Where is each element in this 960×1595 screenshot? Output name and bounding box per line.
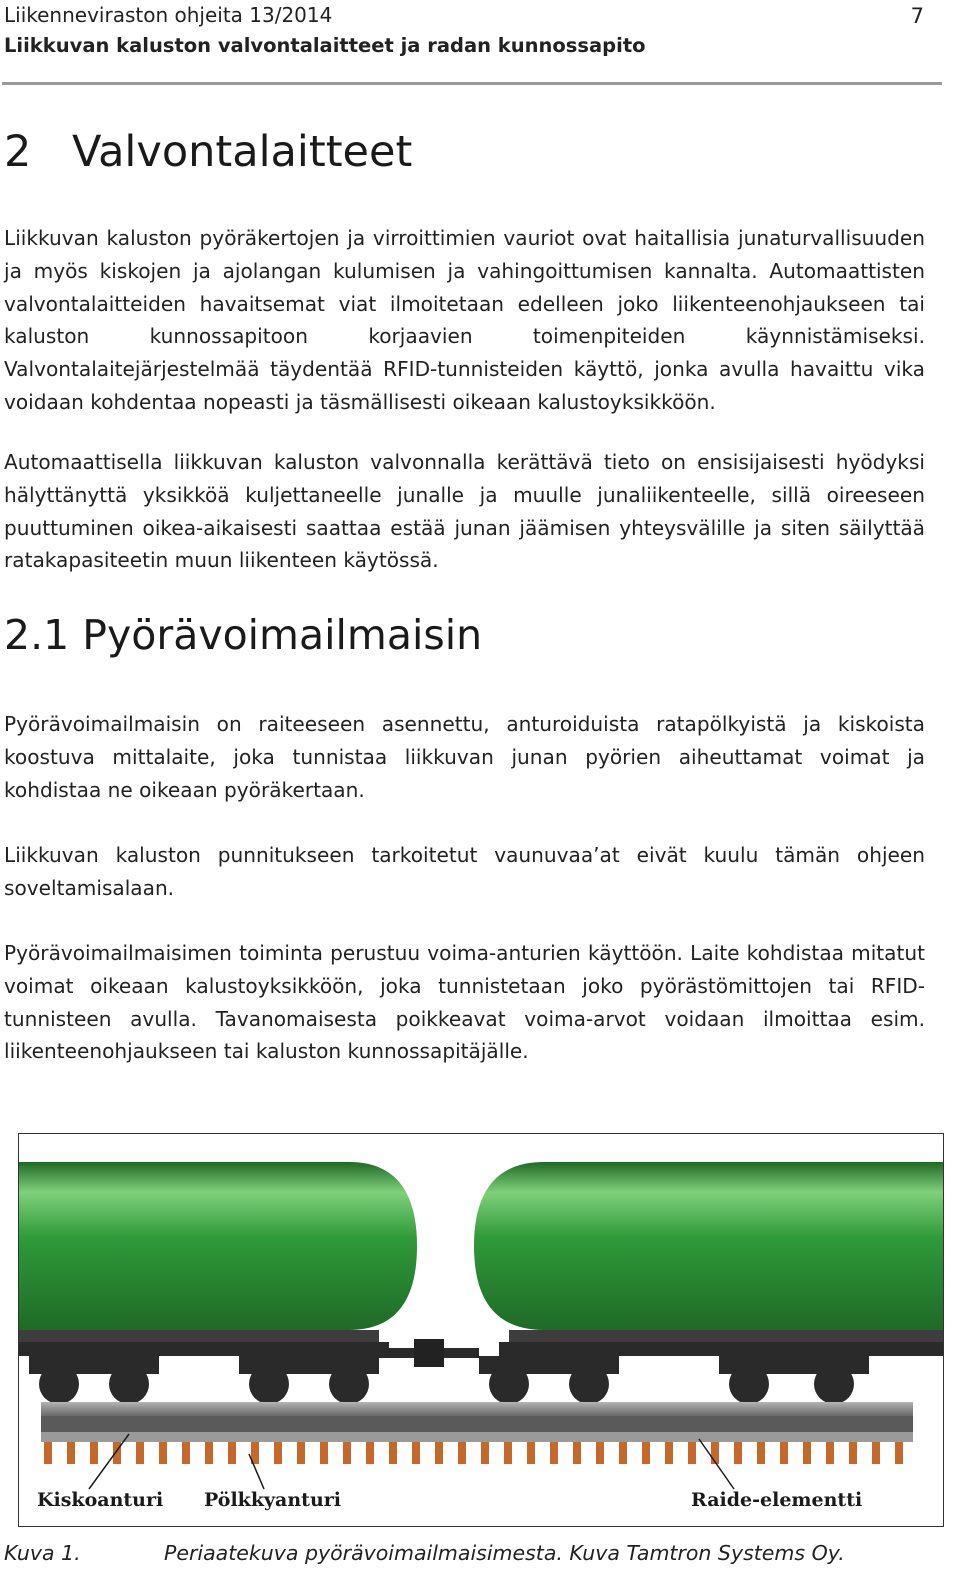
- page-number: 7: [910, 4, 924, 28]
- subsection-heading: [4, 608, 482, 662]
- sub-paragraph-2: Liikkuvan kaluston punnitukseen tarkoitetut vaunuvaa’at eivät kuulu tämän ohjeen soveltamisalaan.: [4, 843, 925, 900]
- intro-paragraph-2: Automaattisella liikkuvan kaluston valvonnalla kerättävä tieto on ensisijaisesti hyödyksi hälyttänyttä yksikköä kuljettaneelle junalle ja muulle junaliikenteelle, sillä oireeseen puuttuminen oikea-aikaisesti saattaa estää junan jäämisen yhteysvälille ja siten säilyttää ratakapasiteetin muun liikenteen käytössä.: [4, 450, 925, 573]
- left-bogie-2: [239, 1356, 379, 1404]
- subsection-number: 2.1: [4, 611, 70, 659]
- figure-illustration: [19, 1134, 943, 1526]
- right-tank-car: [474, 1162, 943, 1404]
- caption-text: Periaatekuva pyörävoimailmaisimesta. Kuva Tamtron Systems Oy.: [164, 1541, 845, 1565]
- right-bogie-2: [719, 1356, 869, 1404]
- caption-number: Kuva 1.: [4, 1541, 81, 1565]
- left-bogie-1: [29, 1356, 159, 1404]
- right-underframe: [509, 1330, 943, 1342]
- right-bogie-1: [479, 1356, 619, 1404]
- section-number: 2: [4, 127, 32, 177]
- sub-paragraph-1: Pyörävoimailmaisin on raiteeseen asennettu, anturoiduista ratapölkyistä ja kiskoista koostuva mittalaite, joka tunnistaa liikkuvan junan pyörien aiheuttamat voimat ja kohdistaa ne oikeaan pyöräkertaan.: [4, 712, 925, 802]
- label-rail-sensor: Kiskoanturi: [37, 1489, 164, 1511]
- publication-title: Liikenneviraston ohjeita 13/2014: [4, 3, 333, 27]
- sub-paragraph-3: Pyörävoimailmaisimen toiminta perustuu voima-anturien käyttöön. Laite kohdistaa mitatut voimat oikeaan kalustoyksikköön, joka tunnistetaan joko pyörästömittojen tai RFID-tunnisteen avulla. Tavanomaisesta poikkeavat voima-arvot voidaan ilmoittaa esim. liikenteenohjaukseen tai kaluston kunnossapitäjälle.: [4, 941, 925, 1064]
- sleepers: [44, 1442, 903, 1464]
- rail-bed: [41, 1416, 913, 1432]
- section-heading: [4, 124, 412, 180]
- rail-top: [41, 1402, 913, 1416]
- figure-wheel-force-detector: [18, 1133, 944, 1527]
- rail-bottom: [41, 1432, 913, 1442]
- header-divider: [2, 82, 942, 85]
- right-tank-body: [474, 1162, 943, 1330]
- label-sleeper-sensor: Pölkkyanturi: [204, 1489, 341, 1511]
- left-tank-body: [19, 1162, 417, 1330]
- section-title: Valvontalaitteet: [72, 127, 413, 177]
- label-track-element: Raide-elementti: [691, 1489, 863, 1511]
- publication-subtitle: Liikkuvan kaluston valvontalaitteet ja radan kunnossapito: [4, 34, 646, 57]
- left-tank-car: [19, 1162, 417, 1404]
- intro-paragraph-1: Liikkuvan kaluston pyöräkertojen ja virroittimien vauriot ovat haitallisia junaturvallisuuden ja myös kiskojen ja ajolangan kulumisen ja vahingoittumisen kannalta. Automaattisten valvontalaitteiden havaitsemat viat ilmoitetaan edelleen joko liikenteenohjaukseen tai kaluston kunnossapitoon korjaavien toimenpiteiden käynnistämiseksi. Valvontalaitejärjestelmää täydentää RFID-tunnisteiden käyttö, jonka avulla havaittu vika voidaan kohdentaa nopeasti ja täsmällisesti oikeaan kalustoyksikköön.: [4, 226, 925, 414]
- subsection-title: Pyörävoimailmaisin: [82, 611, 483, 659]
- left-underframe: [19, 1330, 379, 1342]
